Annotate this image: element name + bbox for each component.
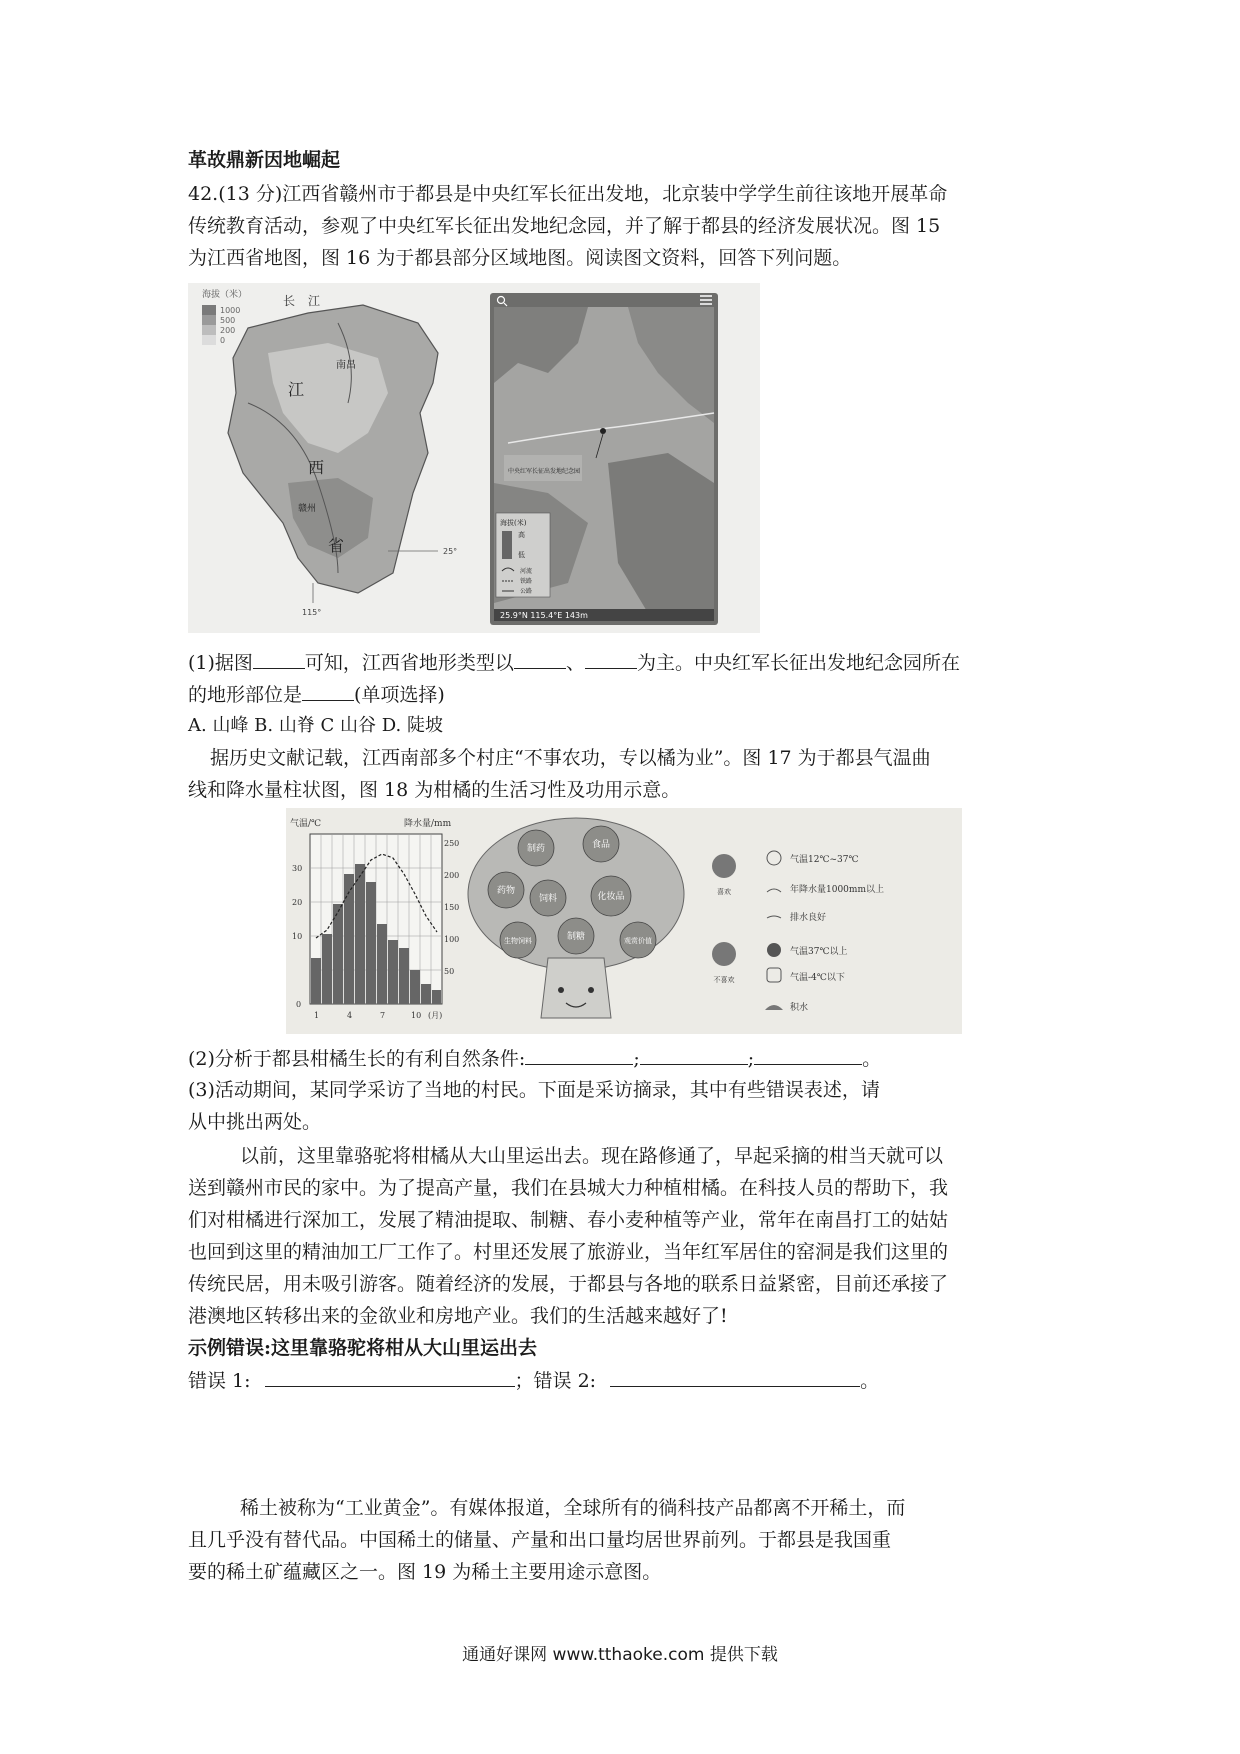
fig18-dislike-1: 气温37℃以上	[790, 947, 848, 957]
fig16-marker-label: 中央红军长征出发地纪念园	[508, 468, 581, 475]
para2-line-1: 据历史文献记载，江西南部多个村庄“不事农功，专以橘为业”。图 17 为于都县气温曲	[210, 747, 931, 769]
intro-line-3: 为江西省地图，图 16 为于都县部分区域地图。阅读图文资料，回答下列问题。	[188, 247, 852, 269]
figure-17-18	[286, 808, 962, 1034]
q1-text-c: 、	[565, 652, 585, 674]
fig18-tree-8: 观赏价值	[624, 937, 652, 945]
fig18-tree-3: 药物	[496, 886, 516, 896]
para3-line-3: 要的稀土矿蕴藏区之一。图 19 为稀土主要用途示意图。	[188, 1561, 662, 1583]
fig18-like-2: 年降水量1000mm以上	[790, 885, 884, 895]
q2-blank-1[interactable]	[525, 1046, 633, 1065]
fig17-rtick-150: 150	[444, 903, 460, 912]
fig16-status-bar: 25.9°N 115.4°E 143m	[500, 611, 588, 620]
q1-blank-2[interactable]	[514, 650, 566, 669]
fig18-dislike-3: 积水	[790, 1003, 809, 1013]
answer-end: 。	[860, 1370, 880, 1392]
fig15-label-nanchang: 南昌	[336, 360, 356, 371]
fig17-tick-10: 10	[292, 932, 303, 941]
interview-line-3: 们对柑橘进行深加工，发展了精油提取、制糖、春小麦种植等产业，常年在南昌打工的姑姑	[188, 1209, 949, 1231]
fig15-legend-1000: 1000	[220, 306, 241, 315]
intro-line-2: 传统教育活动，参观了中央红军长征出发地纪念园，并了解于都县的经济发展状况。图 15	[188, 215, 941, 237]
fig15-label-jiang: 江	[288, 380, 305, 399]
q1-blank-4[interactable]	[302, 682, 354, 701]
fig17-rtick-100: 100	[444, 935, 460, 944]
q1-line-2	[188, 682, 445, 707]
hot-icon	[767, 943, 781, 957]
interview-line-4: 也回到这里的精油加工厂工作了。村里还发展了旅游业，当年红军居住的窑洞是我们这里的	[188, 1241, 949, 1263]
interview-line-6: 港澳地区转移出来的金欲业和房地产业。我们的生活越来越好了!	[188, 1305, 728, 1327]
para3-line-1: 稀土被称为“工业黄金”。有媒体报道，全球所有的徜科技产品都离不开稀土，而	[240, 1497, 906, 1519]
fig15-legend-title: 海拔（米）	[202, 290, 248, 300]
intro-line-1: 42.(13 分)江西省赣州市于都县是中央红军长征出发地，北京装中学学生前往该地开展革命	[188, 183, 948, 205]
answer-blank-1[interactable]	[265, 1368, 515, 1387]
fig17-x-month: (月)	[428, 1011, 443, 1020]
q1-line-1	[188, 650, 960, 675]
fig15-legend-0: 0	[220, 336, 226, 345]
fig15-label-sheng: 省	[328, 536, 345, 555]
interview-line-1: 以前，这里靠骆驼将柑橘从大山里运出去。现在路修通了，早起采摘的柑当天就可以	[240, 1145, 944, 1167]
fig18-tree-6: 制糖	[566, 932, 586, 942]
fig15-label-yangtze-2: 江	[308, 294, 321, 308]
q1-text-b: 可知，江西省地形类型以	[304, 652, 514, 674]
q2-blank-3[interactable]	[754, 1046, 862, 1065]
example-error: 示例错误:这里靠骆驼将柑从大山里运出去	[188, 1337, 538, 1359]
figure-16-yudu-map	[490, 293, 718, 625]
fig16-legend-rail: 铁路	[520, 578, 533, 585]
fig18-tree-4: 饲料	[538, 894, 558, 904]
q3-line-2: 从中挑出两处。	[188, 1111, 322, 1133]
fig18-like-3: 排水良好	[790, 913, 827, 923]
fig15-label-yangtze-1: 长	[283, 294, 296, 308]
fig16-legend-road: 公路	[520, 588, 533, 595]
fig18-like-label: 喜欢	[717, 888, 731, 896]
fig18-tree-1: 制药	[526, 844, 546, 854]
answer-blank-2[interactable]	[610, 1368, 860, 1387]
q1-options: A. 山峰 B. 山脊 C 山谷 D. 陡坡	[188, 715, 444, 736]
q1-text-d: 为主。中央红军长征出发地纪念园所在	[636, 652, 960, 674]
fig17-tick-20: 20	[292, 898, 303, 907]
fig18-dislike-label: 不喜欢	[713, 976, 735, 984]
page-footer: 通通好课网 www.tthaoke.com 提供下载	[462, 1645, 778, 1665]
q1-blank-3[interactable]	[585, 650, 637, 669]
fig17-x-10: 10	[411, 1011, 422, 1020]
fig18-tree-5: 化妆品	[597, 892, 625, 902]
para2-line-2: 线和降水量柱状图，图 18 为柑橘的生活习性及功用示意。	[188, 779, 681, 801]
fig15-lat-25: 25°	[443, 547, 458, 556]
q2-sep-1: ;	[633, 1048, 640, 1070]
q1-text-e: 的地形部位是	[188, 684, 303, 706]
fig15-label-xi: 西	[308, 458, 325, 477]
figure-17-climate-chart	[290, 817, 459, 1020]
fig17-x-1: 1	[314, 1011, 320, 1020]
q2-line	[188, 1046, 881, 1071]
fig17-tick-0: 0	[296, 1000, 302, 1009]
q1-text-a: (1)据图	[188, 652, 253, 674]
section-title: 革故鼎新因地崛起	[188, 149, 341, 171]
q3-line-1: (3)活动期间，某同学采访了当地的村民。下面是采访摘录，其中有些错误表述，请	[188, 1079, 880, 1101]
fig17-x-7: 7	[380, 1011, 386, 1020]
para3-line-2: 且几乎没有替代品。中国稀土的储量、产量和出口量均居世界前列。于都县是我国重	[188, 1529, 892, 1551]
answer-line	[188, 1368, 879, 1393]
answer-label-1: 错误 1:	[188, 1370, 251, 1392]
fig17-x-4: 4	[347, 1011, 353, 1020]
fig15-lon-115: 115°	[302, 608, 322, 617]
q1-blank-1[interactable]	[253, 650, 305, 669]
fig16-legend-low: 低	[518, 551, 525, 559]
fig15-label-ganzhou: 赣州	[298, 504, 317, 514]
q2-sep-2: ;	[747, 1048, 755, 1070]
fig17-rtick-200: 200	[444, 871, 460, 880]
fig16-legend-title: 海拔(米)	[500, 519, 527, 527]
fig15-legend-200: 200	[220, 326, 236, 335]
interview-line-2: 送到赣州市民的家中。为了提高产量，我们在县城大力种植柑橘。在科技人员的帮助下，我	[188, 1177, 949, 1199]
q1-text-f: (单项选择)	[354, 684, 445, 706]
answer-label-2: ；错误 2:	[514, 1370, 597, 1392]
fig16-legend-river: 河流	[520, 568, 533, 575]
q2-text: (2)分析于都县柑橘生长的有利自然条件:	[188, 1048, 526, 1070]
figure-15-jiangxi-map	[188, 283, 760, 633]
fig15-legend-500: 500	[220, 316, 236, 325]
fig17-y-right-label: 降水量/mm	[404, 819, 452, 829]
q2-end: 。	[862, 1048, 882, 1070]
fig17-rtick-50: 50	[444, 967, 455, 976]
interview-line-5: 传统民居，用未吸引游客。随着经济的发展，于都县与各地的联系日益紧密，目前还承接了	[188, 1273, 949, 1295]
fig16-legend-high: 高	[518, 531, 525, 539]
fig17-tick-30: 30	[292, 864, 303, 873]
fig18-tree-2: 食品	[591, 840, 611, 850]
fig17-y-left-label: 气温/℃	[290, 819, 322, 829]
q2-blank-2[interactable]	[640, 1046, 748, 1065]
fig18-like-1: 气温12℃~37℃	[790, 855, 859, 865]
fig18-dislike-2: 气温-4℃以下	[790, 973, 845, 983]
fig18-tree-7: 生物饲料	[504, 937, 532, 945]
fig17-rtick-250: 250	[444, 839, 460, 848]
